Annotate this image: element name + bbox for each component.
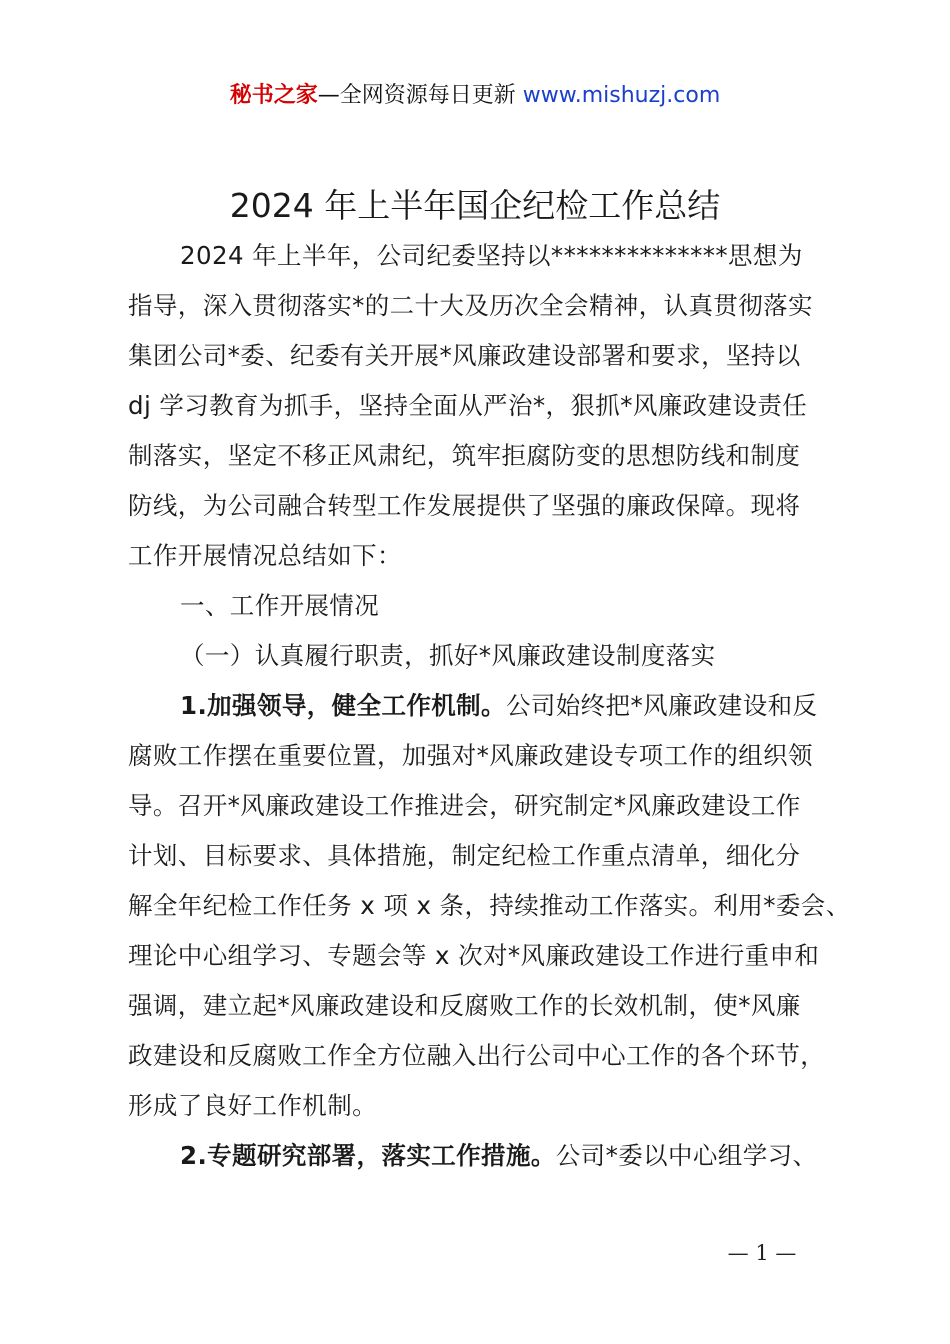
item1-line: 强调，建立起*风廉政建设和反腐败工作的长效机制，使*风廉 <box>128 991 801 1020</box>
item2-first-line-text: 公司*委以中心组学习、 <box>555 1141 818 1170</box>
item2-lead: 2.专题研究部署，落实工作措施。 <box>180 1141 556 1170</box>
item2-first-line <box>128 1131 848 1181</box>
intro-line: 指导，深入贯彻落实*的二十大及历次全会精神，认真贯彻落实 <box>128 291 813 320</box>
item1-line: 计划、目标要求、具体措施，制定纪检工作重点清单，细化分 <box>128 841 801 870</box>
section-heading: 一、工作开展情况 <box>180 591 380 620</box>
item1-line: 形成了良好工作机制。 <box>128 1091 377 1120</box>
item1-lead: 1.加强领导，健全工作机制。 <box>180 691 506 720</box>
subsection-heading: （一）认真履行职责，抓好*风廉政建设制度落实 <box>180 641 716 670</box>
item1-first-line-text: 公司始终把*风廉政建设和反 <box>505 691 818 720</box>
site-header <box>0 80 950 112</box>
item1-line: 解全年纪检工作任务 x 项 x 条，持续推动工作落实。利用*委会、 <box>128 891 851 920</box>
document-body <box>128 231 851 1181</box>
item1-first-line <box>128 681 848 731</box>
item1-line: 理论中心组学习、专题会等 x 次对*风廉政建设工作进行重申和 <box>128 941 820 970</box>
item1-line: 腐败工作摆在重要位置，加强对*风廉政建设专项工作的组织领 <box>128 741 813 770</box>
document-title: 2024 年上半年国企纪检工作总结 <box>229 186 721 225</box>
page-number: — 1 — <box>727 1241 797 1265</box>
intro-line: 2024 年上半年，公司纪委坚持以**************思想为 <box>180 241 803 270</box>
intro-line: 制落实，坚定不移正风肃纪，筑牢拒腐防变的思想防线和制度 <box>128 441 801 470</box>
intro-line: 集团公司*委、纪委有关开展*风廉政建设部署和要求，坚持以 <box>128 341 801 370</box>
site-brand: 秘书之家 <box>229 83 318 108</box>
site-url-link[interactable]: www.mishuzj.com <box>522 83 721 108</box>
intro-line: 工作开展情况总结如下： <box>128 541 402 570</box>
site-tagline: —全网资源每日更新 <box>317 83 516 108</box>
intro-line: 防线，为公司融合转型工作发展提供了坚强的廉政保障。现将 <box>128 491 801 520</box>
item1-line: 政建设和反腐败工作全方位融入出行公司中心工作的各个环节， <box>128 1041 826 1070</box>
item1-line: 导。召开*风廉政建设工作推进会，研究制定*风廉政建设工作 <box>128 791 801 820</box>
intro-line: dj 学习教育为抓手，坚持全面从严治*，狠抓*风廉政建设责任 <box>128 391 808 420</box>
